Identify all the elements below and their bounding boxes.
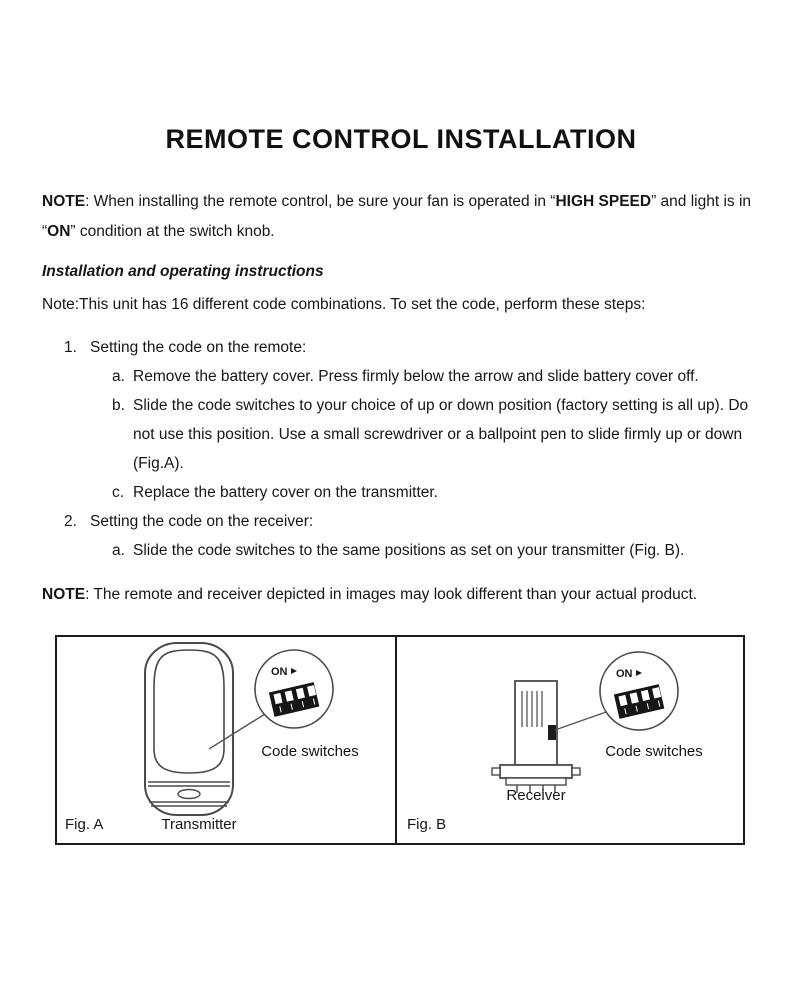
list-item-letter: a. bbox=[112, 542, 125, 559]
note-top bbox=[42, 187, 760, 247]
receiver-drawing bbox=[492, 681, 580, 793]
transmitter-label: Transmitter bbox=[161, 816, 237, 833]
list-item-letter: c. bbox=[112, 484, 125, 501]
fig-b-label: Fig. B bbox=[407, 816, 447, 833]
list-item-number: 2. bbox=[64, 513, 77, 530]
list-item-text: Slide the code switches to your choice of up or down position (factory setting is all up). Do not use this position. Use a small screwdriver or a ballpoint pen to slide firmly up or down (Fig.A). bbox=[133, 397, 749, 472]
note-bottom-label: NOTE bbox=[42, 586, 86, 603]
note-bottom bbox=[42, 580, 760, 610]
page-title: REMOTE CONTROL INSTALLATION bbox=[165, 124, 637, 154]
figure-panel-b bbox=[397, 637, 743, 843]
list-item-2a bbox=[112, 536, 760, 565]
list-item-letter: a. bbox=[112, 368, 125, 385]
list-item-1c bbox=[112, 478, 760, 507]
remote-drawing bbox=[145, 643, 233, 815]
list-item-1 bbox=[64, 333, 760, 362]
fig-a-label: Fig. A bbox=[65, 816, 104, 833]
note-bottom-text: : The remote and receiver depicted in images may look different than your actual product. bbox=[85, 586, 698, 603]
intro-text: Note:This unit has 16 different code combinations. To set the code, perform these steps: bbox=[42, 296, 646, 313]
list-item-letter: b. bbox=[112, 397, 125, 414]
note-top-text-1: : When installing the remote control, be sure your fan is operated in “ bbox=[85, 193, 556, 210]
list-item-text: Slide the code switches to the same positions as set on your transmitter (Fig. B). bbox=[133, 542, 685, 559]
on-label: ON bbox=[271, 666, 288, 678]
note-top-bold-high-speed: HIGH SPEED bbox=[555, 193, 652, 210]
list-item-1b bbox=[112, 391, 760, 478]
list-item-text: Setting the code on the receiver: bbox=[90, 513, 314, 530]
note-top-bold-on: ON bbox=[47, 223, 71, 240]
list-item-text: Replace the battery cover on the transmitter. bbox=[133, 484, 438, 501]
receiver-code-switch-icon bbox=[548, 725, 556, 740]
list-item-text: Remove the battery cover. Press firmly below the arrow and slide battery cover off. bbox=[133, 368, 699, 385]
list-item-number: 1. bbox=[64, 339, 77, 356]
note-top-text-2: ” and light is in “ bbox=[42, 193, 752, 240]
transmitter-illustration bbox=[57, 637, 395, 843]
code-switches-label: Code switches bbox=[261, 743, 359, 760]
list-item-text: Setting the code on the remote: bbox=[90, 339, 307, 356]
list-item-2 bbox=[64, 507, 760, 536]
code-switches-label: Code switches bbox=[605, 743, 703, 760]
receiver-illustration bbox=[397, 637, 743, 843]
on-label: ON bbox=[616, 668, 633, 680]
list-item-1a bbox=[112, 362, 760, 391]
note-top-text-3: ” condition at the switch knob. bbox=[70, 223, 275, 240]
instruction-list bbox=[64, 333, 760, 565]
note-top-label: NOTE bbox=[42, 193, 86, 210]
receiver-label: Receiver bbox=[506, 787, 566, 804]
figure-panel-a bbox=[57, 637, 397, 843]
figure-box bbox=[55, 635, 745, 845]
section-heading: Installation and operating instructions bbox=[42, 263, 324, 280]
